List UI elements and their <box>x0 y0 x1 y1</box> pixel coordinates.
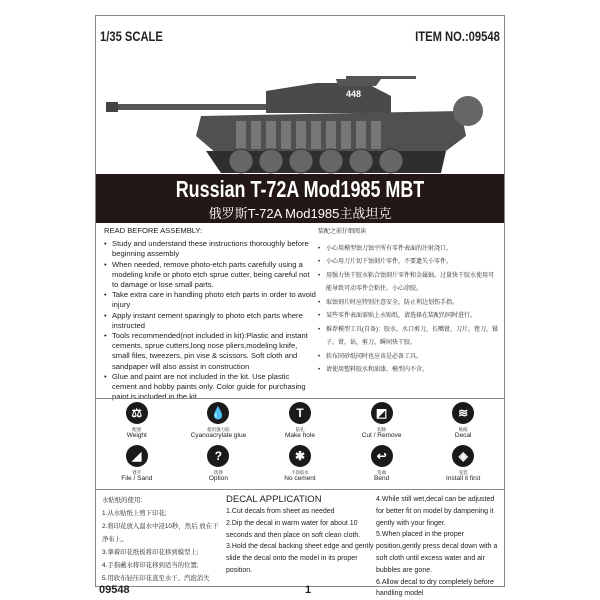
legend-option <box>178 445 260 482</box>
product-title-cn: 俄罗斯T-72A Mod1985主战坦克 <box>208 206 392 221</box>
title-band <box>96 174 504 223</box>
list-item: • 推荐模型工具(自备)：胶水，水口剪刀，长嘴钳，刀片，锉刀，镊子，钳，钻，剪刀，瞬间快干胶。 <box>318 324 498 351</box>
list-item: • Apply instant cement sparingly to photo etch parts where instructed <box>104 311 316 331</box>
file-icon: ◢ <box>126 445 148 467</box>
instruction-page <box>95 15 505 598</box>
read-heading: READ BEFORE ASSEMBLY: <box>104 226 203 235</box>
list-item: • Take extra care in handling photo etch parts in order to avoid injury <box>104 290 316 310</box>
legend-label: Install it first <box>446 475 481 482</box>
decal-heading-cn: 水贴纸的使用: <box>102 497 143 504</box>
list-item: 2.Dip the decal in warm water for about 10 seconds and then place on soft clean cloth. <box>226 519 361 539</box>
legend-label-cn: 选择 <box>213 470 223 475</box>
decal-instructions-en-continued <box>376 494 502 600</box>
page-number: 1 <box>305 584 312 596</box>
read-before-assembly-en <box>104 226 316 402</box>
list-item: • 软布同砂纸同时也应该是必备工具。 <box>318 351 498 365</box>
legend-bend <box>341 445 423 482</box>
footer-item-number: 09548 <box>99 584 130 596</box>
list-item: 3.拿着印花纸板将印花移到模型上; <box>102 549 199 556</box>
list-item: • When needed, remove photo-etch parts carefully using a modeling knife or photo etch sprue cutter, being careful not to damage or lose small parts. <box>104 260 316 291</box>
legend-label: Make hole <box>284 432 315 439</box>
scale-label: 1/35 SCALE <box>100 28 163 44</box>
decal-instructions-en <box>226 494 376 577</box>
item-number: ITEM NO.:09548 <box>415 28 500 44</box>
legend-label-cn: 弯曲 <box>377 470 387 475</box>
list-item: • Glue and paint are not included in the kit. Use plastic cement and hobby paints only. Color guide for purchasing paint is included in the kit. <box>104 372 316 403</box>
legend-cut <box>341 402 423 439</box>
divider <box>96 398 504 399</box>
list-item: 1.Cut decals from sheet as needed <box>226 508 335 515</box>
list-item: • 用强力快干胶水粘合蚀刻片零件和金属轴。过量快干胶水使用可能导致可动零件会粘往。小心涂胶。 <box>318 270 498 297</box>
product-title: Russian T-72A Mod1985 MBT <box>175 176 425 202</box>
legend-label: Option <box>208 475 228 482</box>
legend-label: File / Sand <box>121 475 153 482</box>
legend-label-cn: 切除 <box>377 427 387 432</box>
list-item: 2.将印花放入温水中浸10秒，然后 放在干净布上。 <box>102 523 219 543</box>
list-item: 1.从水贴纸上剪下印花; <box>102 510 167 517</box>
glue-icon: 💧 <box>207 402 229 424</box>
list-item: 4.While still wet,decal can be adjusted for better fit on model by dampening it gently with your finger. <box>376 496 495 527</box>
decal-icon: ≋ <box>452 402 474 424</box>
symbol-legend <box>96 402 504 482</box>
list-item: 3.Hold the decal backing sheet edge and gently slide the decal onto the model in its proper position. <box>226 543 374 574</box>
legend-label-cn: 先装 <box>458 470 468 475</box>
cut-icon: ◩ <box>371 402 393 424</box>
list-item: 5.用软布轻压印花直至水干、汽泡消失 <box>102 575 210 582</box>
divider <box>96 489 504 490</box>
list-item: 4.手指蘸水将印花移到适当的位置; <box>102 562 199 569</box>
legend-label: Cyanoacrylate glue <box>190 432 247 439</box>
legend-label: Bend <box>374 475 390 482</box>
legend-label: Cut / Remove <box>361 432 402 439</box>
weight-icon: ⚖ <box>126 402 148 424</box>
legend-label-cn: 配重 <box>132 427 142 432</box>
legend-decal <box>422 402 504 439</box>
bend-icon: ↩ <box>371 445 393 467</box>
list-item: • 取蚀刻片时应特别注意安全，防止利边划伤手指。 <box>318 297 498 311</box>
legend-make-hole <box>259 402 341 439</box>
legend-weight <box>96 402 178 439</box>
legend-glue <box>178 402 260 439</box>
legend-label-cn: 使用强力胶 <box>207 427 230 432</box>
install-first-icon: ◈ <box>452 445 474 467</box>
list-item: • 小心用模型蚀刀蚀平所有零件表面的注射浇口。 <box>318 243 498 257</box>
read-heading-cn: 装配之前仔细阅读 <box>318 229 367 235</box>
list-item: 5.When placed in the proper position,gently press decal down with a soft cloth until excess water and air bubbles are gone. <box>376 531 498 574</box>
legend-install-first <box>422 445 504 482</box>
legend-label: No cement <box>284 475 316 482</box>
tank-illustration <box>106 61 496 176</box>
legend-label-cn: 钻孔 <box>295 427 305 432</box>
tank-marking: 448 <box>346 89 362 99</box>
legend-label-cn: 不涂胶水 <box>290 470 309 475</box>
list-item: • Study and understand these instructions thoroughly before beginning assembly <box>104 239 316 259</box>
list-item: 6.Allow decal to dry completely before handling model <box>376 578 494 598</box>
legend-no-cement <box>259 445 341 482</box>
decal-heading: DECAL APPLICATION <box>226 494 322 505</box>
list-item: • Tools recommended(not included in kit):Plastic and instant cements, sprue cutters,long nose pliers,modeling knife, small files, tweezers, pin vise & scissors. Soft cloth and sandpaper will also assist in construction <box>104 331 316 372</box>
legend-file <box>96 445 178 482</box>
decal-instructions-cn <box>102 494 222 585</box>
legend-label-cn: 锉平 <box>132 470 142 475</box>
no-cement-icon: ✱ <box>289 445 311 467</box>
list-item: • 请使用塑料胶水和油漆，模型内不含。 <box>318 364 498 378</box>
question-icon: ? <box>207 445 229 467</box>
drill-icon: T <box>289 402 311 424</box>
list-item: • 某些零件表面需贴上水贴纸，请选择在装配的同时进行。 <box>318 310 498 324</box>
legend-label-cn: 贴纸 <box>458 427 468 432</box>
list-item: • 小心用刀片切下蚀刻片零件，不要遗失小零件。 <box>318 256 498 270</box>
legend-label: Weight <box>126 432 147 439</box>
legend-label: Decal <box>454 432 472 439</box>
read-before-assembly-cn <box>318 226 498 378</box>
